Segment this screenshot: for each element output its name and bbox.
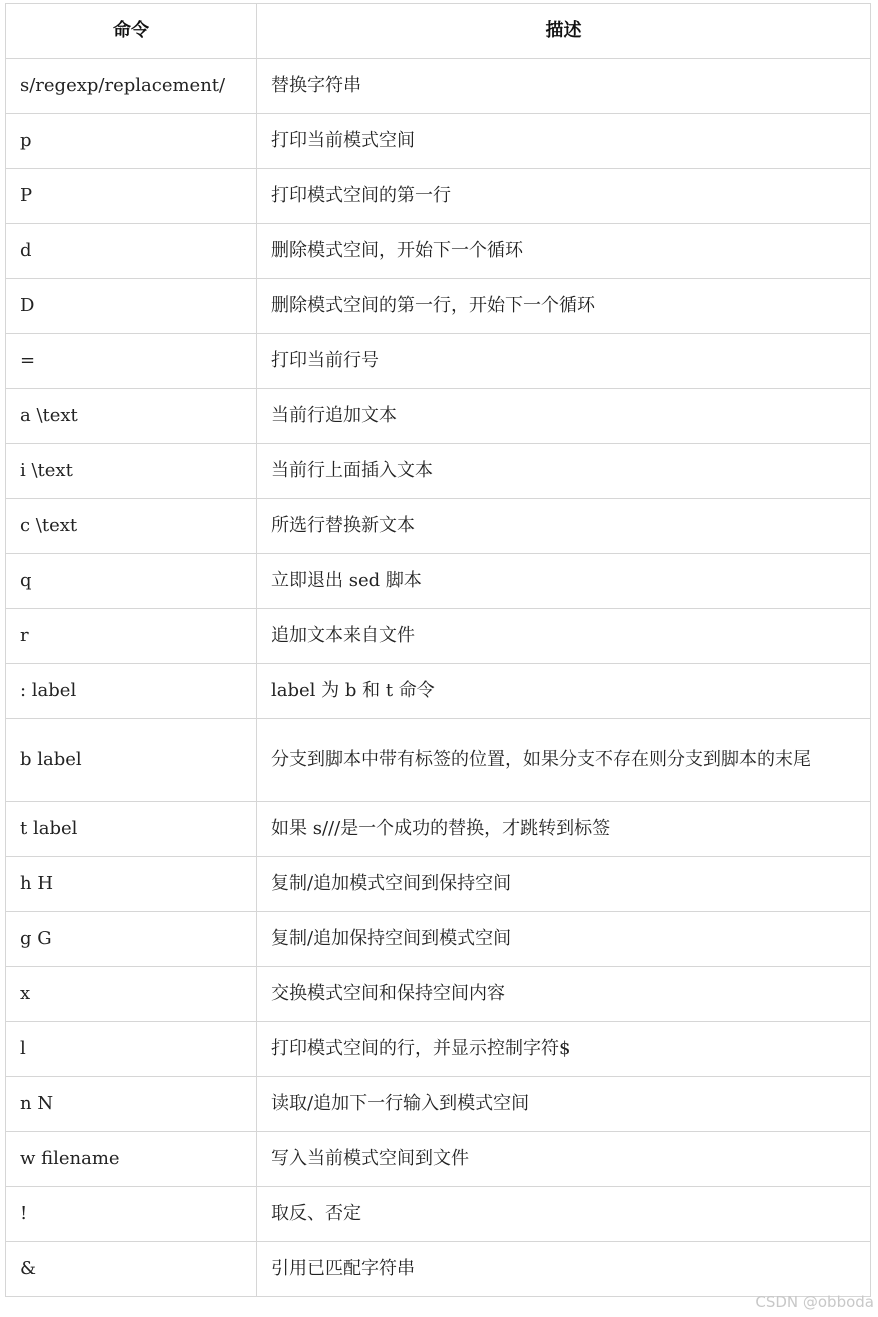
command-cell: p (6, 114, 257, 169)
description-cell: 替换字符串 (257, 59, 871, 114)
table-row (6, 664, 871, 719)
description-cell: 打印当前行号 (257, 334, 871, 389)
table-row (6, 967, 871, 1022)
table-row (6, 389, 871, 444)
table-row (6, 912, 871, 967)
header-description: 描述 (257, 4, 871, 59)
command-cell: h H (6, 857, 257, 912)
description-cell: 取反、否定 (257, 1187, 871, 1242)
table-row (6, 444, 871, 499)
command-cell: q (6, 554, 257, 609)
command-cell: a \text (6, 389, 257, 444)
table-row (6, 719, 871, 802)
table-row (6, 224, 871, 279)
table-row (6, 609, 871, 664)
table-row (6, 857, 871, 912)
table-row (6, 1022, 871, 1077)
command-cell: & (6, 1242, 257, 1297)
command-cell: : label (6, 664, 257, 719)
command-cell: ! (6, 1187, 257, 1242)
command-cell: = (6, 334, 257, 389)
table-row (6, 59, 871, 114)
description-cell: 当前行上面插入文本 (257, 444, 871, 499)
description-cell: 引用已匹配字符串 (257, 1242, 871, 1297)
command-cell: l (6, 1022, 257, 1077)
command-cell: c \text (6, 499, 257, 554)
description-cell: 写入当前模式空间到文件 (257, 1132, 871, 1187)
sed-command-table-container (5, 3, 870, 1297)
description-cell: label 为 b 和 t 命令 (257, 664, 871, 719)
description-cell: 打印当前模式空间 (257, 114, 871, 169)
description-cell: 追加文本来自文件 (257, 609, 871, 664)
command-cell: n N (6, 1077, 257, 1132)
table-header-row (6, 4, 871, 59)
command-cell: g G (6, 912, 257, 967)
table-row (6, 499, 871, 554)
description-cell: 交换模式空间和保持空间内容 (257, 967, 871, 1022)
table-row (6, 279, 871, 334)
command-cell: D (6, 279, 257, 334)
command-cell: d (6, 224, 257, 279)
table-row (6, 169, 871, 224)
description-cell: 打印模式空间的第一行 (257, 169, 871, 224)
command-cell: t label (6, 802, 257, 857)
command-cell: P (6, 169, 257, 224)
command-cell: x (6, 967, 257, 1022)
description-cell: 删除模式空间，开始下一个循环 (257, 224, 871, 279)
command-cell: b label (6, 719, 257, 802)
description-cell: 如果 s///是一个成功的替换，才跳转到标签 (257, 802, 871, 857)
description-cell: 所选行替换新文本 (257, 499, 871, 554)
command-cell: s/regexp/replacement/ (6, 59, 257, 114)
sed-command-table (5, 3, 871, 1297)
description-cell: 删除模式空间的第一行，开始下一个循环 (257, 279, 871, 334)
description-cell: 当前行追加文本 (257, 389, 871, 444)
command-cell: w filename (6, 1132, 257, 1187)
header-command: 命令 (6, 4, 257, 59)
table-row (6, 1132, 871, 1187)
table-row (6, 1187, 871, 1242)
table-row (6, 1242, 871, 1297)
command-cell: i \text (6, 444, 257, 499)
description-cell: 打印模式空间的行，并显示控制字符$ (257, 1022, 871, 1077)
csdn-watermark: CSDN @obboda (755, 1293, 874, 1311)
description-cell: 立即退出 sed 脚本 (257, 554, 871, 609)
description-cell: 读取/追加下一行输入到模式空间 (257, 1077, 871, 1132)
table-row (6, 334, 871, 389)
description-cell: 分支到脚本中带有标签的位置，如果分支不存在则分支到脚本的末尾 (257, 719, 871, 802)
command-cell: r (6, 609, 257, 664)
table-row (6, 114, 871, 169)
table-row (6, 554, 871, 609)
description-cell: 复制/追加模式空间到保持空间 (257, 857, 871, 912)
table-row (6, 1077, 871, 1132)
description-cell: 复制/追加保持空间到模式空间 (257, 912, 871, 967)
table-row (6, 802, 871, 857)
